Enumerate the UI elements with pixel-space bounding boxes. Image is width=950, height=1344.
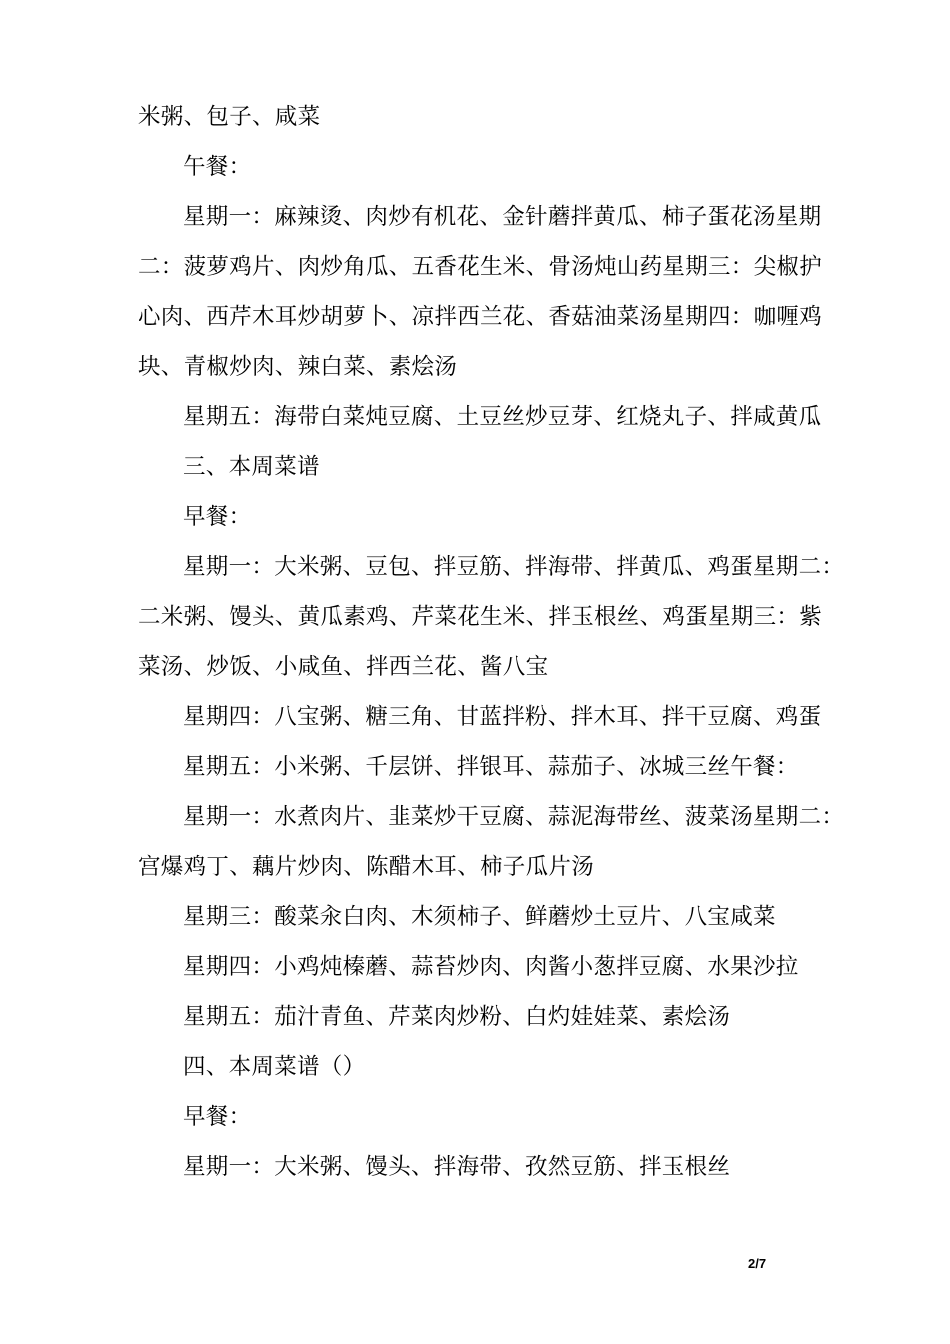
text-line-1: 米粥、包子、咸菜 [138, 104, 321, 130]
text-line-5: 心肉、西芹木耳炒胡萝卜、凉拌西兰花、香菇油菜汤星期四：咖喱鸡 [138, 304, 823, 330]
text-line-22: 星期一：大米粥、馒头、拌海带、孜然豆筋、拌玉根丝 [183, 1154, 731, 1180]
section-heading-4: 四、本周菜谱（） [183, 1054, 366, 1080]
text-line-6: 块、青椒炒肉、辣白菜、素烩汤 [138, 354, 458, 380]
text-line-10: 星期一：大米粥、豆包、拌豆筋、拌海带、拌黄瓜、鸡蛋星期二： [183, 554, 845, 580]
text-line-14: 星期五：小米粥、千层饼、拌银耳、蒜茄子、冰城三丝午餐： [183, 754, 799, 780]
text-line-21: 早餐： [183, 1104, 252, 1130]
text-line-18: 星期四：小鸡炖榛蘑、蒜苔炒肉、肉酱小葱拌豆腐、水果沙拉 [183, 954, 799, 980]
text-line-3: 星期一：麻辣烫、肉炒有机花、金针蘑拌黄瓜、柿子蛋花汤星期 [183, 204, 822, 230]
document-body [138, 92, 845, 1192]
text-line-15: 星期一：水煮肉片、韭菜炒干豆腐、蒜泥海带丝、菠菜汤星期二： [183, 804, 845, 830]
text-line-11: 二米粥、馒头、黄瓜素鸡、芹菜花生米、拌玉根丝、鸡蛋星期三：紫 [138, 604, 823, 630]
text-line-19: 星期五：茄汁青鱼、芹菜肉炒粉、白灼娃娃菜、素烩汤 [183, 1004, 731, 1030]
text-line-13: 星期四：八宝粥、糖三角、甘蓝拌粉、拌木耳、拌干豆腐、鸡蛋 [183, 704, 822, 730]
page-number: 2/7 [748, 1256, 767, 1271]
text-line-12: 菜汤、炒饭、小咸鱼、拌西兰花、酱八宝 [138, 654, 549, 680]
text-line-7: 星期五：海带白菜炖豆腐、土豆丝炒豆芽、红烧丸子、拌咸黄瓜 [183, 404, 822, 430]
text-line-9: 早餐： [183, 504, 252, 530]
text-line-16: 宫爆鸡丁、藕片炒肉、陈醋木耳、柿子瓜片汤 [138, 854, 595, 880]
text-line-4: 二：菠萝鸡片、肉炒角瓜、五香花生米、骨汤炖山药星期三：尖椒护 [138, 254, 823, 280]
text-line-2: 午餐： [183, 154, 252, 180]
text-line-17: 星期三：酸菜汆白肉、木须柿子、鲜蘑炒土豆片、八宝咸菜 [183, 904, 776, 930]
section-heading-3: 三、本周菜谱 [183, 454, 320, 480]
